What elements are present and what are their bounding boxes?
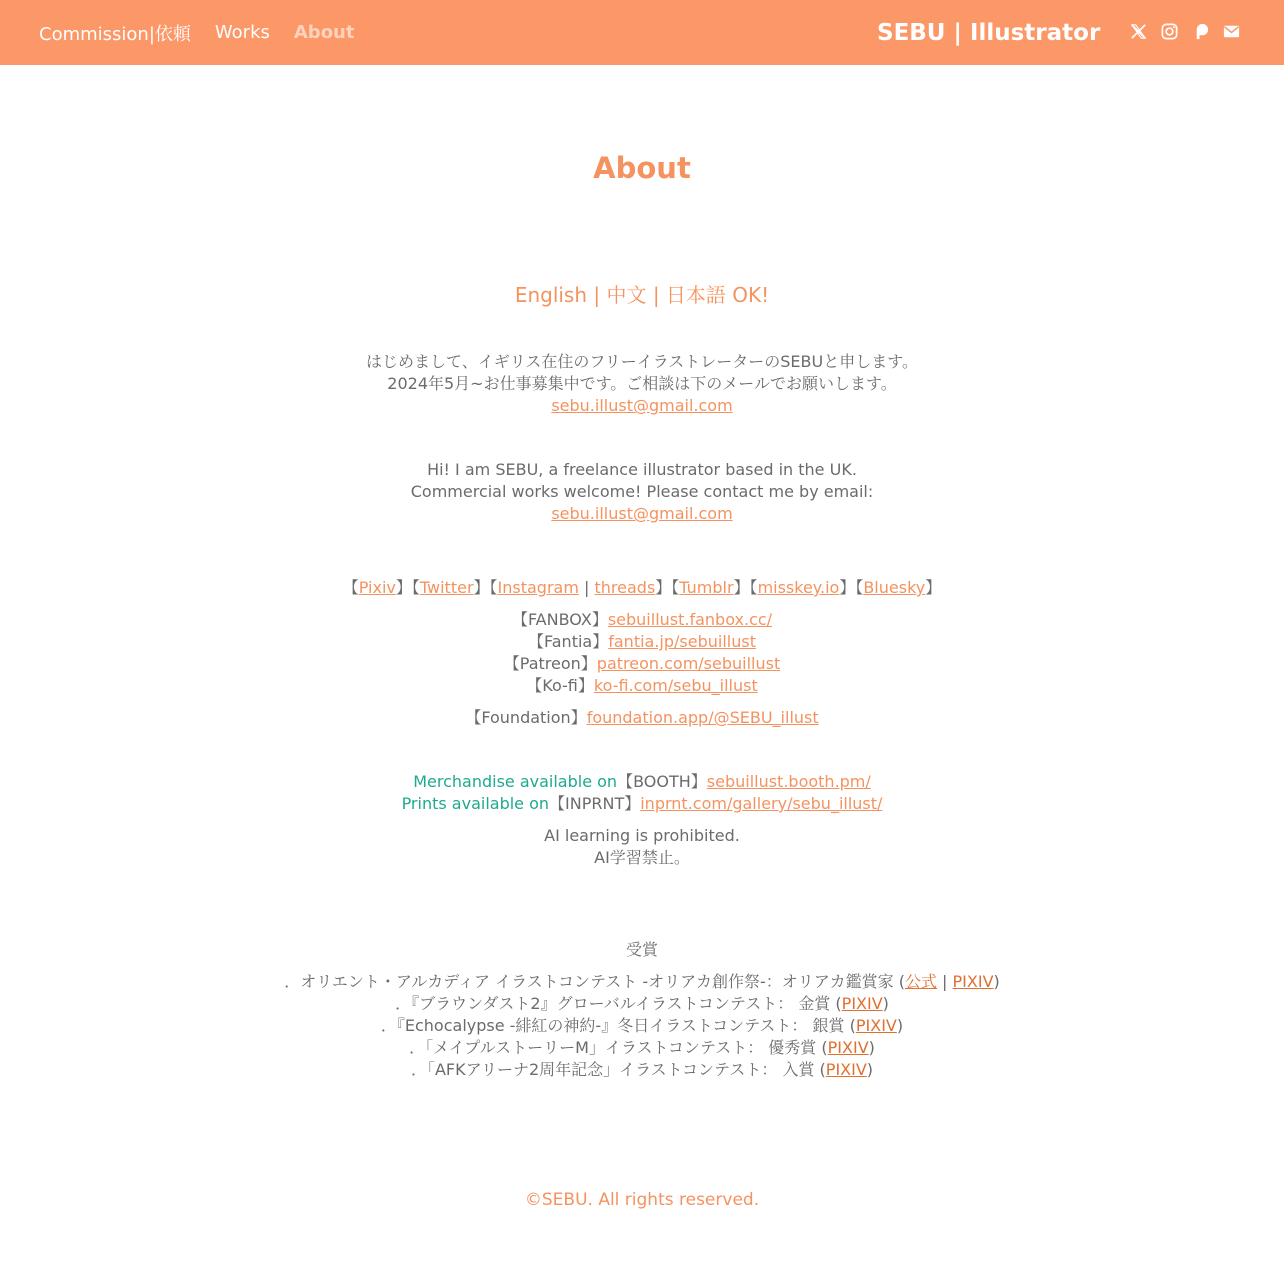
booth-label: 【BOOTH】 [617, 772, 707, 791]
booth-link[interactable]: sebuillust.booth.pm/ [706, 772, 871, 791]
award-pixiv-link[interactable]: PIXIV [855, 1016, 897, 1035]
fanbox-label: 【FANBOX】 [511, 610, 608, 629]
patreon-link[interactable]: patreon.com/sebuillust [596, 654, 781, 673]
award-item: ．オリエント・アルカディア イラストコンテスト -オリアカ創作祭-：オリアカ鑑賞家 (公式 | PIXIV) [284, 972, 1000, 991]
site-brand[interactable]: SEBU | Illustrator [877, 20, 1101, 46]
en-intro-line1: Hi! I am SEBU, a freelance illustrator based in the UK. [427, 460, 857, 479]
nav-about[interactable]: About [293, 22, 355, 43]
copyright-text: ©SEBU. All rights reserved. [524, 1190, 760, 1210]
ai-notice [0, 825, 1284, 869]
merch-text: Merchandise available on [413, 772, 618, 791]
languages-line [0, 283, 1284, 307]
en-intro [0, 459, 1284, 525]
tumblr-link[interactable]: Tumblr [679, 578, 734, 597]
award-item: ．『Echocalypse -緋紅の神約-』冬日イラストコンテスト： 銀賞 (PIXIV) [380, 1016, 904, 1035]
misskey-link[interactable]: misskey.io [757, 578, 840, 597]
shops [0, 771, 1284, 815]
patreon-label: 【Patreon】 [503, 654, 597, 673]
nav-commission[interactable]: Commission|依頼 [39, 23, 191, 45]
ai-notice-jp: AI学習禁止。 [594, 848, 690, 867]
patreon-icon[interactable] [1191, 22, 1210, 41]
awards-heading [0, 939, 1284, 961]
award-pixiv-link[interactable]: PIXIV [841, 994, 883, 1013]
threads-link[interactable]: threads [594, 578, 656, 597]
bluesky-link[interactable]: Bluesky [863, 578, 926, 597]
jp-intro [0, 351, 1284, 417]
page-title: About [593, 151, 691, 185]
languages-text: English | 中文 | 日本語 OK! [514, 283, 770, 307]
prints-text: Prints available on [401, 794, 550, 813]
jp-email-link[interactable]: sebu.illust@gmail.com [551, 396, 733, 415]
site-header [0, 0, 1284, 65]
instagram-link[interactable]: Instagram [497, 578, 579, 597]
award-item: ．「メイプルストーリーM」イラストコンテスト： 優秀賞 (PIXIV) [409, 1038, 875, 1057]
support-links [0, 609, 1284, 697]
awards-list [0, 971, 1284, 1081]
award-pixiv-link[interactable]: PIXIV [952, 972, 994, 991]
fantia-link[interactable]: fantia.jp/sebuillust [608, 632, 756, 651]
award-item: ．「AFKアリーナ2周年記念」イラストコンテスト： 入賞 (PIXIV) [410, 1060, 874, 1079]
main-nav [39, 0, 378, 65]
ai-notice-en: AI learning is prohibited. [544, 826, 740, 845]
foundation-line [0, 707, 1284, 729]
foundation-label: 【Foundation】 [465, 708, 587, 727]
fanbox-link[interactable]: sebuillust.fanbox.cc/ [607, 610, 773, 629]
awards-heading-text: 受賞 [625, 940, 658, 959]
inprnt-label: 【INPRNT】 [549, 794, 641, 813]
instagram-icon[interactable] [1160, 22, 1179, 41]
fantia-label: 【Fantia】 [528, 632, 609, 651]
award-official-link[interactable]: 公式 [904, 972, 937, 991]
inprnt-link[interactable]: inprnt.com/gallery/sebu_illust/ [640, 794, 883, 813]
footer [0, 1189, 1284, 1211]
award-pixiv-link[interactable]: PIXIV [825, 1060, 867, 1079]
award-item: ．『ブラウンダスト2』グローバルイラストコンテスト： 金賞 (PIXIV) [395, 994, 889, 1013]
en-email-link[interactable]: sebu.illust@gmail.com [551, 504, 733, 523]
award-pixiv-link[interactable]: PIXIV [827, 1038, 869, 1057]
en-intro-line2: Commercial works welcome! Please contact me by email: [410, 482, 874, 501]
x-twitter-icon[interactable] [1129, 22, 1148, 41]
social-icons [1129, 22, 1241, 41]
kofi-label: 【Ko-fi】 [526, 676, 594, 695]
jp-intro-line2: 2024年5月~お仕事募集中です。ご相談は下のメールでお願いします。 [387, 374, 897, 393]
pixiv-link[interactable]: Pixiv [358, 578, 396, 597]
social-links-row: 【Pixiv】【Twitter】【Instagram | threads】【Tumblr】【misskey.io】【Bluesky】 [342, 578, 942, 597]
twitter-link[interactable]: Twitter [419, 578, 474, 597]
nav-works[interactable]: Works [214, 22, 270, 43]
mail-icon[interactable] [1222, 22, 1241, 41]
foundation-link[interactable]: foundation.app/@SEBU_illust [586, 708, 819, 727]
kofi-link[interactable]: ko-fi.com/sebu_illust [593, 676, 758, 695]
jp-intro-line1: はじめまして、イギリス在住のフリーイラストレーターのSEBUと申します。 [366, 352, 918, 371]
